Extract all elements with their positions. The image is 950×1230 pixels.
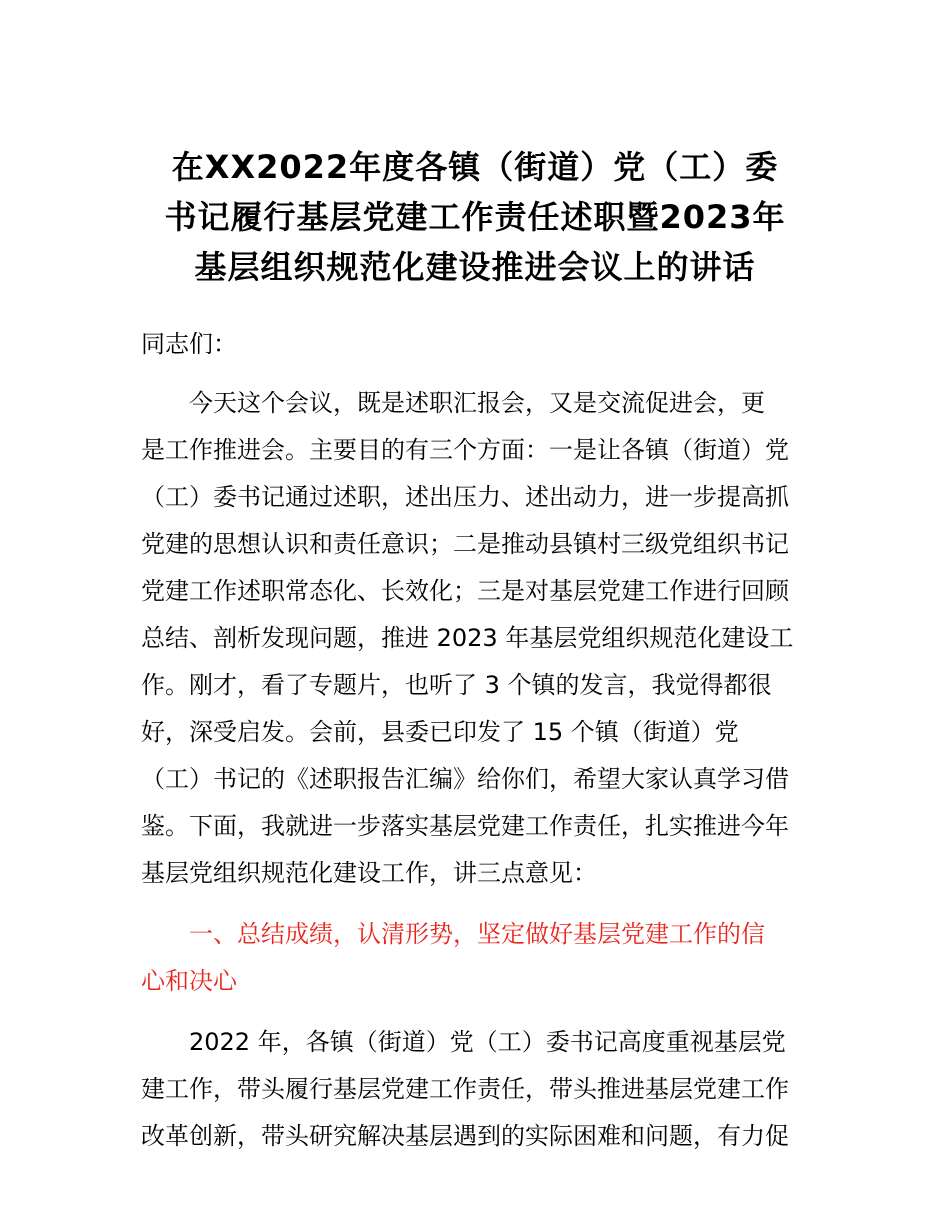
paragraph-line: （工）委书记通过述职，述出压力、述出动力，进一步提高抓: [141, 483, 789, 511]
paragraph-line: 好，深受启发。会前，县委已印发了 15 个镇（街道）党: [141, 718, 739, 746]
paragraph-line: （工）书记的《述职报告汇编》给你们，希望大家认真学习借: [141, 765, 789, 793]
heading-line: 心和决心: [141, 967, 237, 995]
paragraph-line: 党建的思想认识和责任意识；二是推动县镇村三级党组织书记: [141, 530, 789, 558]
paragraph-line: 2022 年，各镇（街道）党（工）委书记高度重视基层党: [189, 1028, 786, 1056]
title-line: 基层组织规范化建设推进会议上的讲话: [194, 248, 756, 286]
title-line: 在XX2022年度各镇（街道）党（工）委: [171, 148, 779, 186]
paragraph-line: 今天这个会议，既是述职汇报会，又是交流促进会，更: [189, 389, 765, 417]
document-title: [140, 142, 810, 292]
paragraph-line: 鉴。下面，我就进一步落实基层党建工作责任，扎实推进今年: [141, 812, 789, 840]
paragraph-line: 基层党组织规范化建设工作，讲三点意见：: [141, 859, 597, 887]
paragraph-line: 改革创新，带头研究解决基层遇到的实际困难和问题，有力促: [141, 1122, 789, 1150]
paragraph-line: 总结、剖析发现问题，推进 2023 年基层党组织规范化建设工: [141, 624, 794, 652]
salutation: 同志们：: [141, 330, 237, 358]
paragraph-line: 作。刚才，看了专题片，也听了 3 个镇的发言，我觉得都很: [141, 671, 772, 699]
title-line: 书记履行基层党建工作责任述职暨2023年: [164, 198, 786, 236]
paragraph-line: 党建工作述职常态化、长效化；三是对基层党建工作进行回顾: [141, 577, 789, 605]
paragraph-line: 是工作推进会。主要目的有三个方面：一是让各镇（街道）党: [141, 436, 789, 464]
heading-line: 一、总结成绩，认清形势，坚定做好基层党建工作的信: [189, 920, 765, 948]
paragraph-line: 建工作，带头履行基层党建工作责任，带头推进基层党建工作: [141, 1075, 789, 1103]
